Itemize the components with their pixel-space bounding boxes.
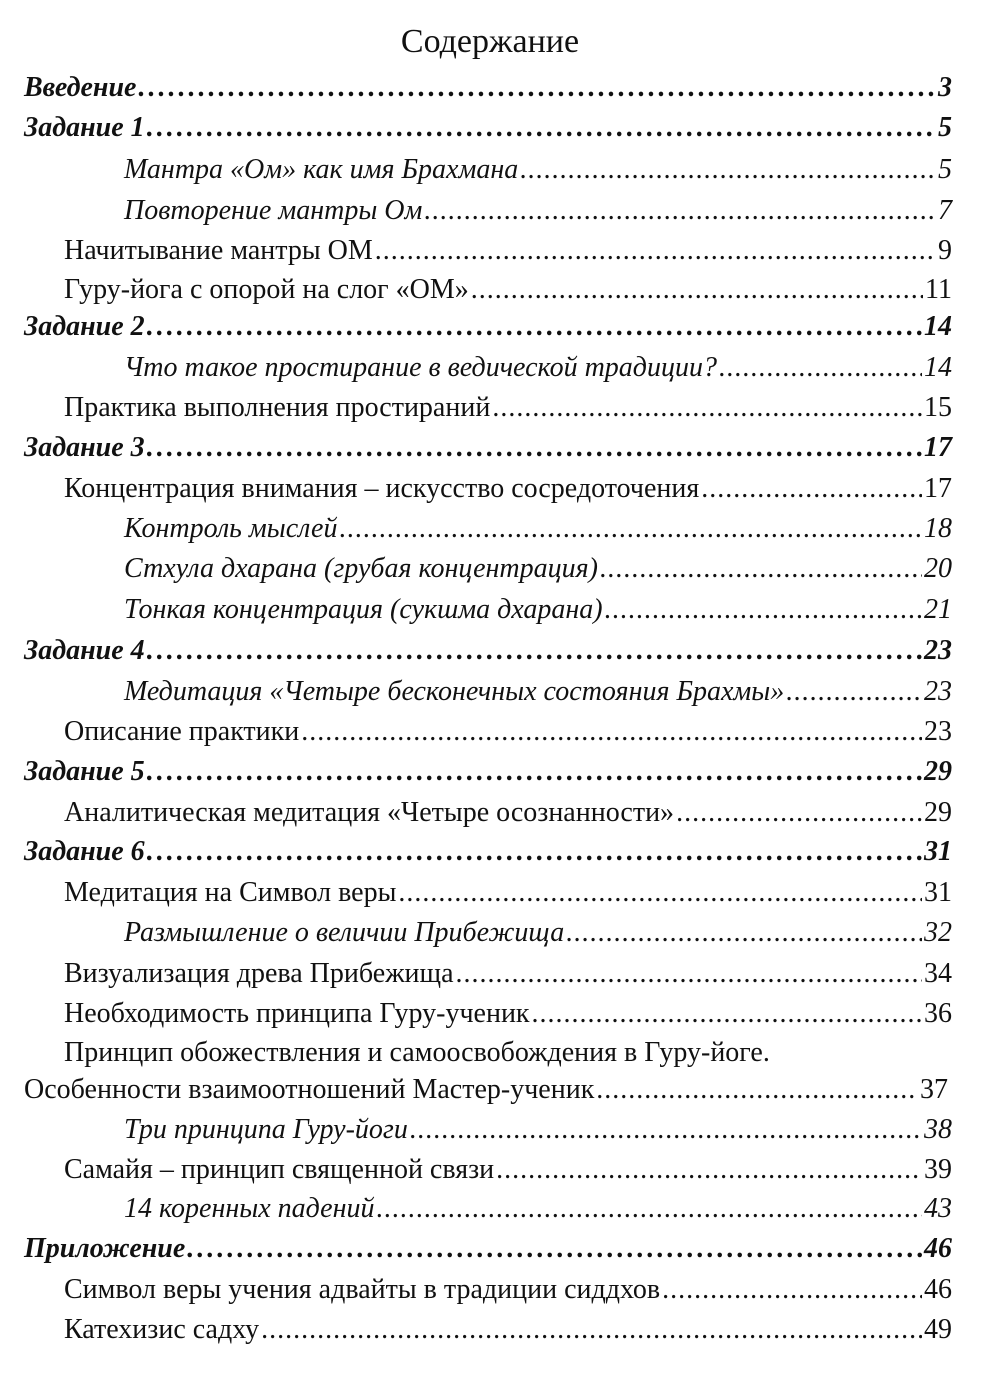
toc-entry[interactable] bbox=[24, 631, 952, 671]
toc-entry[interactable] bbox=[24, 832, 952, 872]
page-title: Содержание bbox=[400, 23, 580, 60]
toc-entry-page: 20 bbox=[924, 553, 952, 584]
toc-entry-page: 49 bbox=[924, 1314, 952, 1345]
toc-entry-label: Задание 3 bbox=[24, 432, 145, 463]
toc-entry-page: 29 bbox=[924, 756, 952, 787]
toc-entry[interactable] bbox=[24, 1070, 948, 1110]
dot-leader bbox=[532, 994, 922, 1034]
toc-entry-label: Задание 2 bbox=[24, 311, 145, 342]
toc-entry-page: 7 bbox=[938, 195, 952, 226]
dot-leader bbox=[147, 428, 922, 468]
toc-entry[interactable] bbox=[24, 68, 952, 108]
toc-entry[interactable] bbox=[124, 509, 952, 549]
dot-leader bbox=[786, 672, 922, 712]
dot-leader bbox=[147, 307, 922, 347]
toc-entry[interactable] bbox=[124, 348, 952, 388]
toc-entry-page: 5 bbox=[938, 154, 952, 185]
toc-entry-page: 23 bbox=[924, 635, 952, 666]
toc-entry-label: Повторение мантры Ом bbox=[124, 195, 423, 226]
toc-entry[interactable] bbox=[64, 231, 952, 271]
toc-entry-label: Задание 6 bbox=[24, 836, 145, 867]
toc-entry[interactable] bbox=[64, 793, 952, 833]
toc-entry-page: 37 bbox=[920, 1074, 948, 1105]
toc-entry-label: Самайя – принцип священной связи bbox=[64, 1154, 495, 1185]
dot-leader bbox=[605, 590, 922, 630]
toc-entry[interactable] bbox=[124, 549, 952, 589]
dot-leader bbox=[456, 954, 922, 994]
toc-entry-label: 14 коренных падений bbox=[124, 1193, 375, 1224]
toc-entry-label: Концентрация внимания – искусство сосредоточения bbox=[64, 473, 700, 504]
toc-entry-label: Особенности взаимоотношений Мастер-ученик bbox=[24, 1074, 595, 1105]
toc-entry-label: Тонкая концентрация (сукшма дхарана) bbox=[124, 594, 603, 625]
toc-entry[interactable] bbox=[124, 913, 952, 953]
dot-leader bbox=[496, 1150, 922, 1190]
dot-leader bbox=[147, 752, 922, 792]
toc-entry-page: 31 bbox=[924, 836, 952, 867]
dot-leader bbox=[147, 108, 936, 148]
toc-entry-page: 46 bbox=[924, 1274, 952, 1305]
toc-entry-label: Мантра «Ом» как имя Брахмана bbox=[124, 154, 519, 185]
dot-leader bbox=[600, 549, 922, 589]
toc-entry[interactable] bbox=[64, 954, 952, 994]
dot-leader bbox=[719, 348, 922, 388]
dot-leader bbox=[398, 873, 922, 913]
toc-entry-label: Три принципа Гуру-йоги bbox=[124, 1114, 408, 1145]
toc-entry-label: Необходимость принципа Гуру-ученик bbox=[64, 998, 530, 1029]
dot-leader bbox=[376, 1189, 922, 1229]
toc-entry[interactable] bbox=[24, 752, 952, 792]
toc-entry-label: Гуру-йога с опорой на слог «ОМ» bbox=[64, 274, 469, 305]
dot-leader bbox=[596, 1070, 918, 1110]
toc-entry-page: 29 bbox=[924, 797, 952, 828]
dot-leader bbox=[701, 469, 922, 509]
toc-entry[interactable] bbox=[64, 994, 952, 1034]
toc-entry[interactable] bbox=[124, 1189, 952, 1229]
toc-entry[interactable] bbox=[64, 1310, 952, 1350]
dot-leader bbox=[492, 388, 922, 428]
dot-leader bbox=[375, 231, 936, 271]
toc-entry[interactable] bbox=[124, 191, 952, 231]
toc-entry[interactable] bbox=[64, 388, 952, 428]
toc-entry-label: Начитывание мантры ОМ bbox=[64, 235, 373, 266]
dot-leader bbox=[471, 270, 923, 310]
toc-entry-label: Задание 1 bbox=[24, 112, 145, 143]
toc-entry[interactable] bbox=[64, 712, 952, 752]
toc-entry-label: Размышление о величии Прибежища bbox=[124, 917, 565, 948]
toc-entry-page: 46 bbox=[924, 1233, 952, 1264]
toc-entry-label-line1: Принцип обожествления и самоосвобождения в Гуру-йоге. bbox=[64, 1037, 770, 1068]
toc-entry[interactable] bbox=[124, 1110, 952, 1150]
dot-leader bbox=[662, 1270, 922, 1310]
toc-entry-label: Что такое простирание в ведической традиции? bbox=[124, 352, 717, 383]
toc-entry-label: Практика выполнения простираний bbox=[64, 392, 491, 423]
toc-entry-label: Задание 4 bbox=[24, 635, 145, 666]
toc-entry-page: 39 bbox=[924, 1154, 952, 1185]
toc-entry-page: 11 bbox=[925, 274, 952, 305]
toc-entry-label: Медитация на Символ веры bbox=[64, 877, 397, 908]
toc-entry-page: 23 bbox=[924, 676, 952, 707]
toc-entry[interactable] bbox=[64, 270, 952, 310]
toc-entry[interactable] bbox=[64, 1270, 952, 1310]
toc-entry-label: Контроль мыслей bbox=[124, 513, 338, 544]
toc-entry-label: Введение bbox=[24, 72, 137, 103]
dot-leader bbox=[187, 1229, 922, 1269]
dot-leader bbox=[566, 913, 922, 953]
dot-leader bbox=[410, 1110, 922, 1150]
toc-entry-page: 14 bbox=[924, 352, 952, 383]
toc-entry-page: 18 bbox=[924, 513, 952, 544]
toc-entry-page: 36 bbox=[924, 998, 952, 1029]
dot-leader bbox=[138, 68, 936, 108]
dot-leader bbox=[147, 832, 922, 872]
toc-entry-page: 14 bbox=[924, 311, 952, 342]
toc-entry-label: Приложение bbox=[24, 1233, 186, 1264]
toc-entry[interactable] bbox=[64, 873, 952, 913]
toc-entry-page: 34 bbox=[924, 958, 952, 989]
toc-entry[interactable] bbox=[124, 590, 952, 630]
toc-entry-page: 31 bbox=[924, 877, 952, 908]
toc-entry[interactable] bbox=[64, 1150, 952, 1190]
toc-entry-label: Визуализация древа Прибежища bbox=[64, 958, 454, 989]
dot-leader bbox=[340, 509, 923, 549]
toc-entry[interactable] bbox=[24, 108, 952, 148]
dot-leader bbox=[301, 712, 922, 752]
dot-leader bbox=[676, 793, 922, 833]
toc-entry-page: 17 bbox=[924, 473, 952, 504]
toc-entry-label: Медитация «Четыре бесконечных состояния Брахмы» bbox=[124, 676, 785, 707]
dot-leader bbox=[147, 631, 922, 671]
toc-entry-page: 43 bbox=[924, 1193, 952, 1224]
toc-entry-label: Стхула дхарана (грубая концентрация) bbox=[124, 553, 598, 584]
toc-entry-label: Символ веры учения адвайты в традиции сиддхов bbox=[64, 1274, 661, 1305]
toc-entry-label: Катехизис садху bbox=[64, 1314, 260, 1345]
toc-entry-label: Задание 5 bbox=[24, 756, 145, 787]
toc-entry[interactable] bbox=[24, 1229, 952, 1269]
toc-entry-page: 23 bbox=[924, 716, 952, 747]
toc-entry[interactable] bbox=[124, 150, 952, 190]
toc-entry[interactable] bbox=[24, 428, 952, 468]
toc-entry-page: 17 bbox=[924, 432, 952, 463]
toc-entry-page: 5 bbox=[938, 112, 952, 143]
toc-entry[interactable] bbox=[64, 469, 952, 509]
toc-entry-label: Аналитическая медитация «Четыре осознанности» bbox=[64, 797, 675, 828]
toc-entry[interactable] bbox=[124, 672, 952, 712]
toc-entry-page: 9 bbox=[938, 235, 952, 266]
dot-leader bbox=[261, 1310, 922, 1350]
dot-leader bbox=[424, 191, 936, 231]
toc-entry-label: Описание практики bbox=[64, 716, 300, 747]
toc-entry-page: 15 bbox=[924, 392, 952, 423]
toc-entry-page: 38 bbox=[924, 1114, 952, 1145]
toc-entry-page: 32 bbox=[924, 917, 952, 948]
toc-entry-page: 3 bbox=[938, 72, 952, 103]
toc-entry-page: 21 bbox=[924, 594, 952, 625]
toc-entry[interactable] bbox=[24, 307, 952, 347]
dot-leader bbox=[520, 150, 936, 190]
